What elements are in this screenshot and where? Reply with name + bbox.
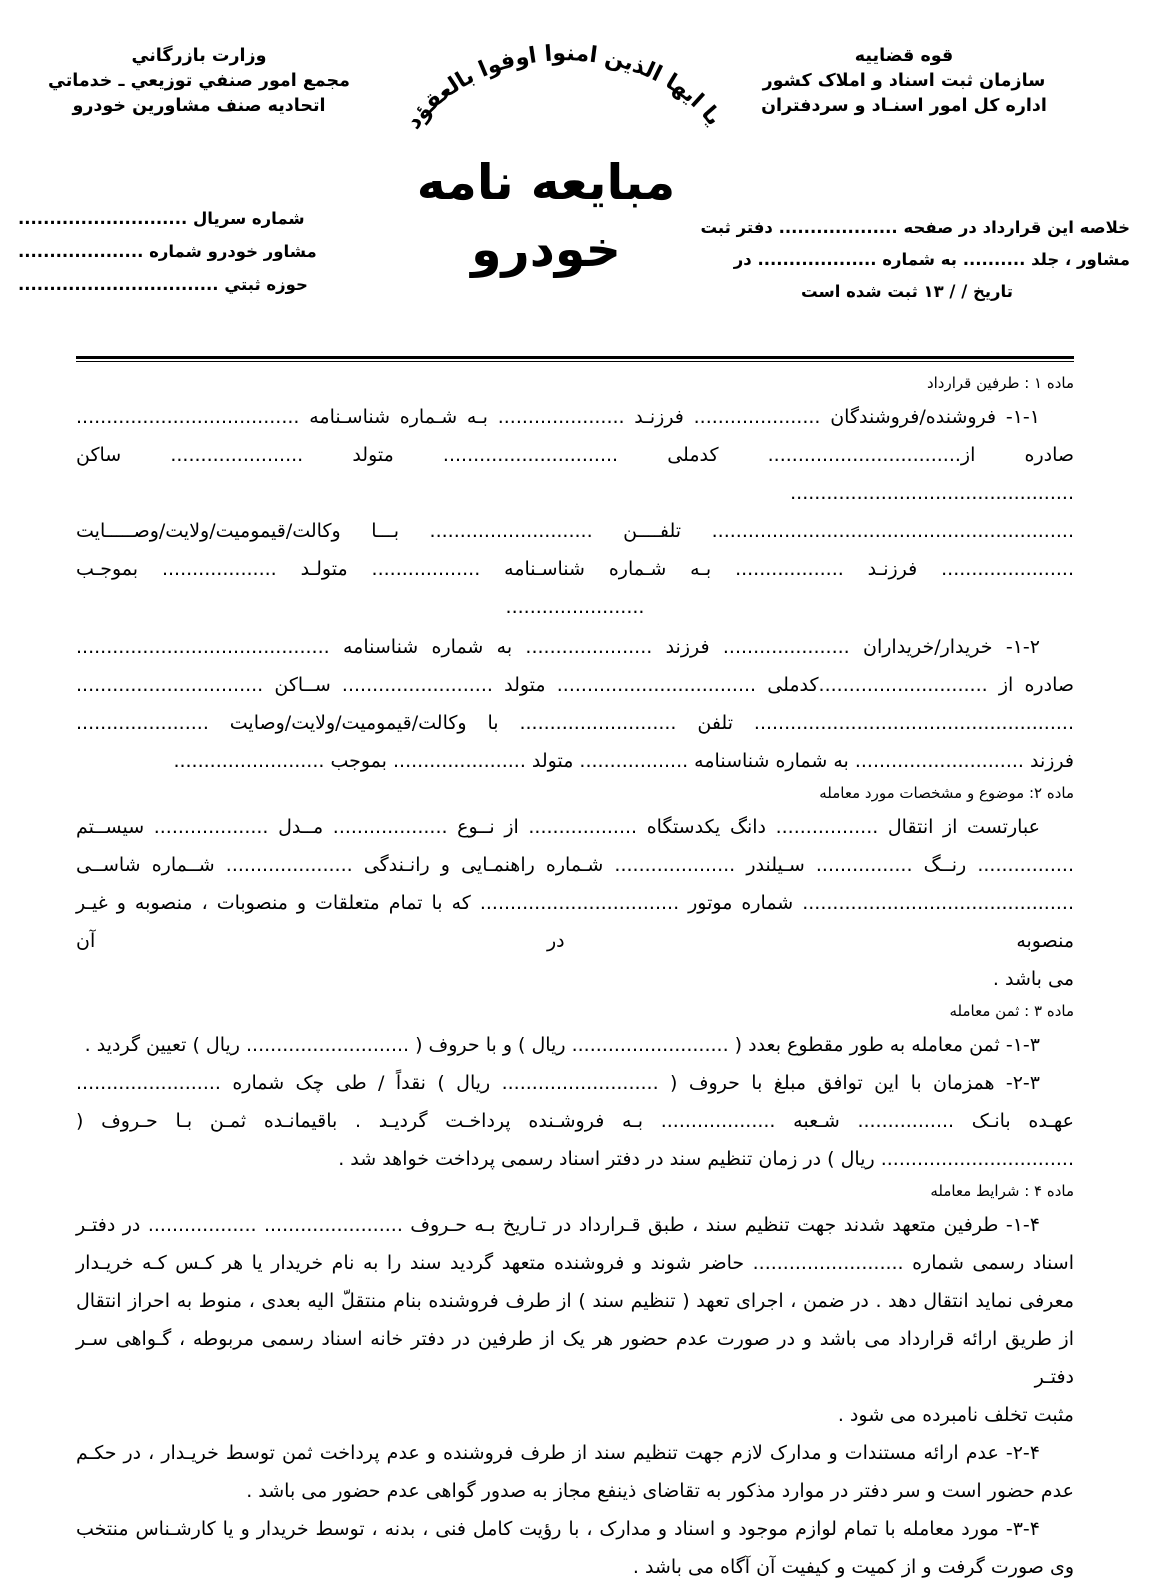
article-1-heading: ماده ۱ : طرفین قرارداد [926, 374, 1074, 392]
article-4-1-line-4: از طریق ارائه قرارداد می باشد و در صورت عدم حضور هر یک از طرفین در دفتر خانه اسناد رسمی مربوطه ، گـواهی سـر دفتـر [76, 1328, 1074, 1388]
serial-info-block [18, 202, 388, 301]
article-4-1-line-3: معرفی نماید انتقال دهد . در ضمن ، اجرای تعهد ( تنظیم سند ) از طرف فروشنده بنام منتقلّ الیه بعدی ، منوط به احراز انتقال [76, 1290, 1074, 1312]
divider-thin-rule [76, 361, 1074, 362]
commerce-line-2: مجمع امور صنفي توزيعي ـ خدماتي [48, 71, 350, 91]
article-2-line-4: می باشد . [992, 968, 1074, 990]
article-3 [76, 1000, 1074, 1178]
registry-line-volume: مشاور ، جلد .......... به شماره ................... در [733, 250, 1130, 269]
document-body [76, 372, 1074, 1588]
article-1-1-line-4: ...................... فرزنـد .................. بـه شـماره شناسـنامه .................. متولـد ................... بموجـب [76, 558, 1074, 580]
registry-line-summary: خلاصه این قرارداد در صفحه ................... دفتر ثبت [700, 218, 1130, 237]
article-1-1-line-1: ۱-۱- فروشنده/فروشندگان ..................... فرزنـد ..................... بـه شـماره شناسـنامه ..................................... [76, 406, 1040, 428]
article-4-3-line-1: ۳-۴- مورد معامله با تمام لوازم موجود و اسناد و مدارک ، با رؤیت کامل فنی ، بدنه ، توسط خریدار و یا کارشـناس منتخب [76, 1518, 1040, 1540]
document-title-sub: خودرو [471, 221, 621, 278]
registration-district-line: حوزه ثبتي ................................ [18, 275, 308, 294]
header-divider [76, 356, 1074, 363]
quranic-verse-arch [401, 41, 727, 142]
article-4-2-line-1: ۲-۴- عدم ارائه مستندات و مدارک لازم جهت تنظیم سند از طرف فروشنده و عدم پرداخت ثمن توسط خریـدار ، در حکـم [76, 1442, 1040, 1464]
article-1-2-line-1: ۱-۲- خریدار/خریداران ..................... فرزند ..................... به شماره شناسنامه .......................................... [76, 636, 1040, 658]
article-3-heading: ماده ۳ : ثمن معامله [949, 1002, 1074, 1020]
article-1 [76, 372, 1074, 626]
commerce-line-1: وزارت بازرگاني [131, 46, 267, 66]
article-2-heading: ماده ۲: موضوع و مشخصات مورد معامله [819, 784, 1074, 802]
article-4-1-line-1: ۱-۴- طرفین متعهد شدند جهت تنظیم سند ، طبق قـرارداد در تـاریخ بـه حـروف ....................... .................. در دفتـر [76, 1214, 1040, 1236]
article-1-1-line-2: صادره از................................ کدملی ............................. متولد ...................... ساکن ............................................... [76, 444, 1074, 504]
registry-info-block [690, 212, 1130, 308]
quranic-verse-text: يا ايها الذين امنوا اوفوا بالعقؤد [401, 41, 727, 135]
commerce-ministry-org-block [34, 44, 364, 119]
serial-number-line: شماره سریال ........................... [18, 209, 305, 228]
article-3-2-line-2: عهـده بانـک ................ شـعبه ................... بـه فروشـنده پرداخـت گردیـد . باقیمانـده ثمـن بـا حـروف ( [76, 1110, 1074, 1132]
divider-thick-rule [76, 356, 1074, 359]
commerce-line-3: اتحاديه صنف مشاورين خودرو [72, 96, 326, 116]
judiciary-line-1: قوه قضاییه [854, 46, 954, 66]
article-4-2-line-2: عدم حضور است و سر دفتر در موارد مذکور به تقاضای ذینفع مجاز به صدور گواهی عدم حضور می باشد . [246, 1480, 1074, 1502]
article-3-1-line: ۱-۳- ثمن معامله به طور مقطوع بعدد ( .......................... ریال ) و با حروف ( ........................... ریال ) تعیین گردید . [84, 1034, 1040, 1056]
judiciary-line-3: اداره کل امور اسنـاد و سردفتران [761, 96, 1047, 116]
article-4 [76, 1180, 1074, 1586]
svg-text:يا ايها الذين امنوا اوفوا بالع [401, 41, 726, 134]
article-1-1-line-3: ............................................................ تلفــــن ........................... بـــا وکالت/قیمومیت/ولایت/وصـــــایت [76, 520, 1074, 542]
document-header [0, 0, 1150, 340]
article-2-line-3: ............................................. شماره موتور ................................. که با تمام متعلقات و منصوبات ، منصوبه و غیـر منصوبه در آن [76, 892, 1074, 952]
article-1-1-line-5: ....................... [505, 596, 645, 618]
article-1-2-line-4: فرزند ............................ به شماره شناسنامه .................. متولد ...................... بموجب ......................... [173, 750, 1074, 772]
document-title-main: مبایعه نامه [416, 154, 676, 211]
article-1-2-line-2: صادره از ............................کدملی ................................. متولد ......................... ســاکن ............................... [76, 674, 1074, 696]
article-2-line-1: عبارتست از انتقال ................. دانگ یکدستگاه .................. از نــوع ................... مــدل ................... سیســتم [76, 816, 1040, 838]
article-2-line-2: ................ رنــگ ................ سـیلندر .................... شـماره راهنمـایی و رانـندگی ..................... شــماره شاســی [76, 854, 1074, 876]
article-1-2-buyers [76, 628, 1074, 780]
article-1-2-line-3: ..................................................... تلفن .......................... با وکالت/قیمومیت/ولایت/وصایت ...................... [76, 712, 1074, 734]
article-3-2-line-3: ................................ ریال ) در زمان تنظیم سند در دفتر اسناد رسمی پرداخت خواهد شد . [338, 1148, 1074, 1170]
judiciary-line-2: سازمان ثبت اسناد و املاک کشور [762, 71, 1046, 91]
judiciary-org-block [694, 44, 1114, 119]
article-4-heading: ماده ۴ : شرایط معامله [930, 1182, 1074, 1200]
article-2 [76, 782, 1074, 998]
article-4-1-line-5: مثبت تخلف نامبرده می شود . [837, 1404, 1074, 1426]
article-3-2-line-1: ۲-۳- همزمان با این توافق مبلغ با حروف ( .......................... ریال ) نقداً / طی چک شماره ........................ [76, 1072, 1040, 1094]
article-4-3-line-2: وی صورت گرفت و از کمیت و کیفیت آن آگاه می باشد . [632, 1556, 1074, 1578]
article-4-1-line-2: اسناد رسمی شماره ......................... حاضر شوند و فروشنده متعهد گردید سند را به نام خریدار یا هر کـس کـه خریـدار [76, 1252, 1074, 1274]
registry-line-date: تاریخ / / ۱۳ ثبت شده است [801, 282, 1013, 301]
advisor-number-line: مشاور خودرو شماره .................... [18, 242, 317, 261]
